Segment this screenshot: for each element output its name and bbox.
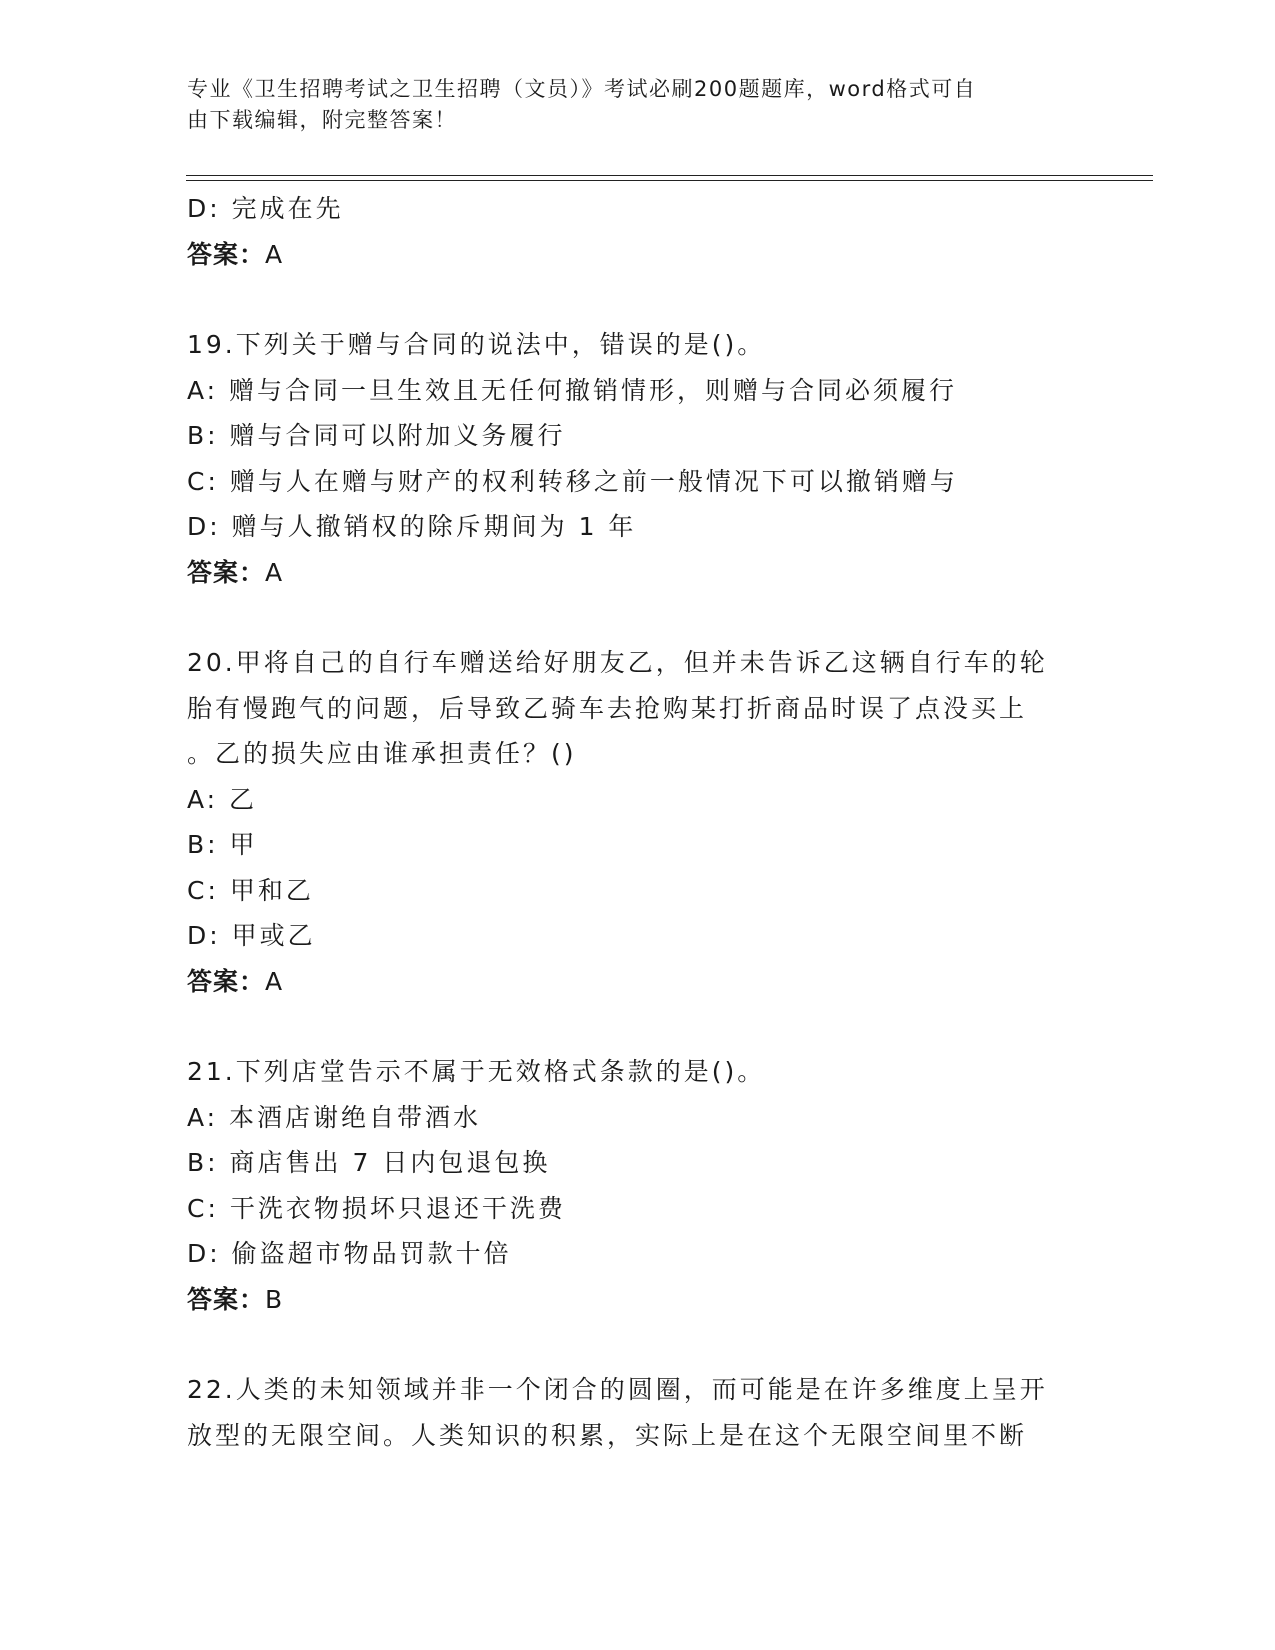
header-rule-bottom xyxy=(186,180,1153,181)
spacer xyxy=(187,1004,1087,1049)
answer-value: A xyxy=(265,966,284,996)
answer-line xyxy=(187,232,1087,278)
option-b: B: 赠与合同可以附加义务履行 xyxy=(187,421,566,450)
spacer xyxy=(187,1322,1087,1367)
answer-value: A xyxy=(265,557,284,587)
option-a: A: 乙 xyxy=(187,784,258,814)
document-body xyxy=(187,186,1087,1458)
option-c: C: 甲和乙 xyxy=(187,875,314,905)
answer-label: 答案： xyxy=(187,1284,266,1314)
answer-value: B xyxy=(265,1284,284,1314)
header-line-2: 由下载编辑，附完整答案！ xyxy=(187,108,457,132)
option-b: B: 甲 xyxy=(187,830,258,859)
question-stem-line-1: 22.人类的未知领域并非一个闭合的圆圈，而可能是在许多维度上呈开 xyxy=(187,1375,1048,1404)
answer-label: 答案： xyxy=(187,557,266,587)
question-stem-line-2: 放型的无限空间。人类知识的积累，实际上是在这个无限空间里不断 xyxy=(187,1420,1028,1450)
answer-line xyxy=(187,1277,1087,1323)
spacer xyxy=(187,277,1087,322)
option-b: B: 商店售出 7 日内包退包换 xyxy=(187,1148,551,1177)
question-stem-line-2: 胎有慢跑气的问题，后导致乙骑车去抢购某打折商品时误了点没买上 xyxy=(187,693,1028,723)
question-stem-line-1: 20.甲将自己的自行车赠送给好朋友乙，但并未告诉乙这辆自行车的轮 xyxy=(187,648,1048,677)
option-d: D: 偷盗超市物品罚款十倍 xyxy=(187,1239,512,1268)
question-stem: 19.下列关于赠与合同的说法中，错误的是()。 xyxy=(187,330,766,359)
question-22 xyxy=(187,1367,1087,1458)
answer-line xyxy=(187,959,1087,1005)
option-c: C: 干洗衣物损坏只退还干洗费 xyxy=(187,1193,566,1223)
question-stem-line-3: 。乙的损失应由谁承担责任？() xyxy=(187,739,577,768)
answer-label: 答案： xyxy=(187,966,266,996)
question-19 xyxy=(187,322,1087,595)
question-stem: 21.下列店堂告示不属于无效格式条款的是()。 xyxy=(187,1057,766,1086)
header-rule-top xyxy=(186,175,1153,176)
option-d-fragment: D: 完成在先 xyxy=(187,194,344,223)
answer-value: A xyxy=(265,239,284,269)
option-a: A: 本酒店谢绝自带酒水 xyxy=(187,1102,482,1132)
option-c: C: 赠与人在赠与财产的权利转移之前一般情况下可以撤销赠与 xyxy=(187,466,958,496)
option-a: A: 赠与合同一旦生效且无任何撤销情形，则赠与合同必须履行 xyxy=(187,375,958,405)
question-20 xyxy=(187,640,1087,1004)
option-d: D: 赠与人撤销权的除斥期间为 1 年 xyxy=(187,512,637,541)
question-21 xyxy=(187,1049,1087,1322)
answer-line xyxy=(187,550,1087,596)
document-header xyxy=(187,74,1067,136)
spacer xyxy=(187,595,1087,640)
option-d: D: 甲或乙 xyxy=(187,921,316,950)
answer-label: 答案： xyxy=(187,239,266,269)
header-line-1: 专业《卫生招聘考试之卫生招聘（文员）》考试必刷200题题库，word格式可自 xyxy=(187,77,977,101)
